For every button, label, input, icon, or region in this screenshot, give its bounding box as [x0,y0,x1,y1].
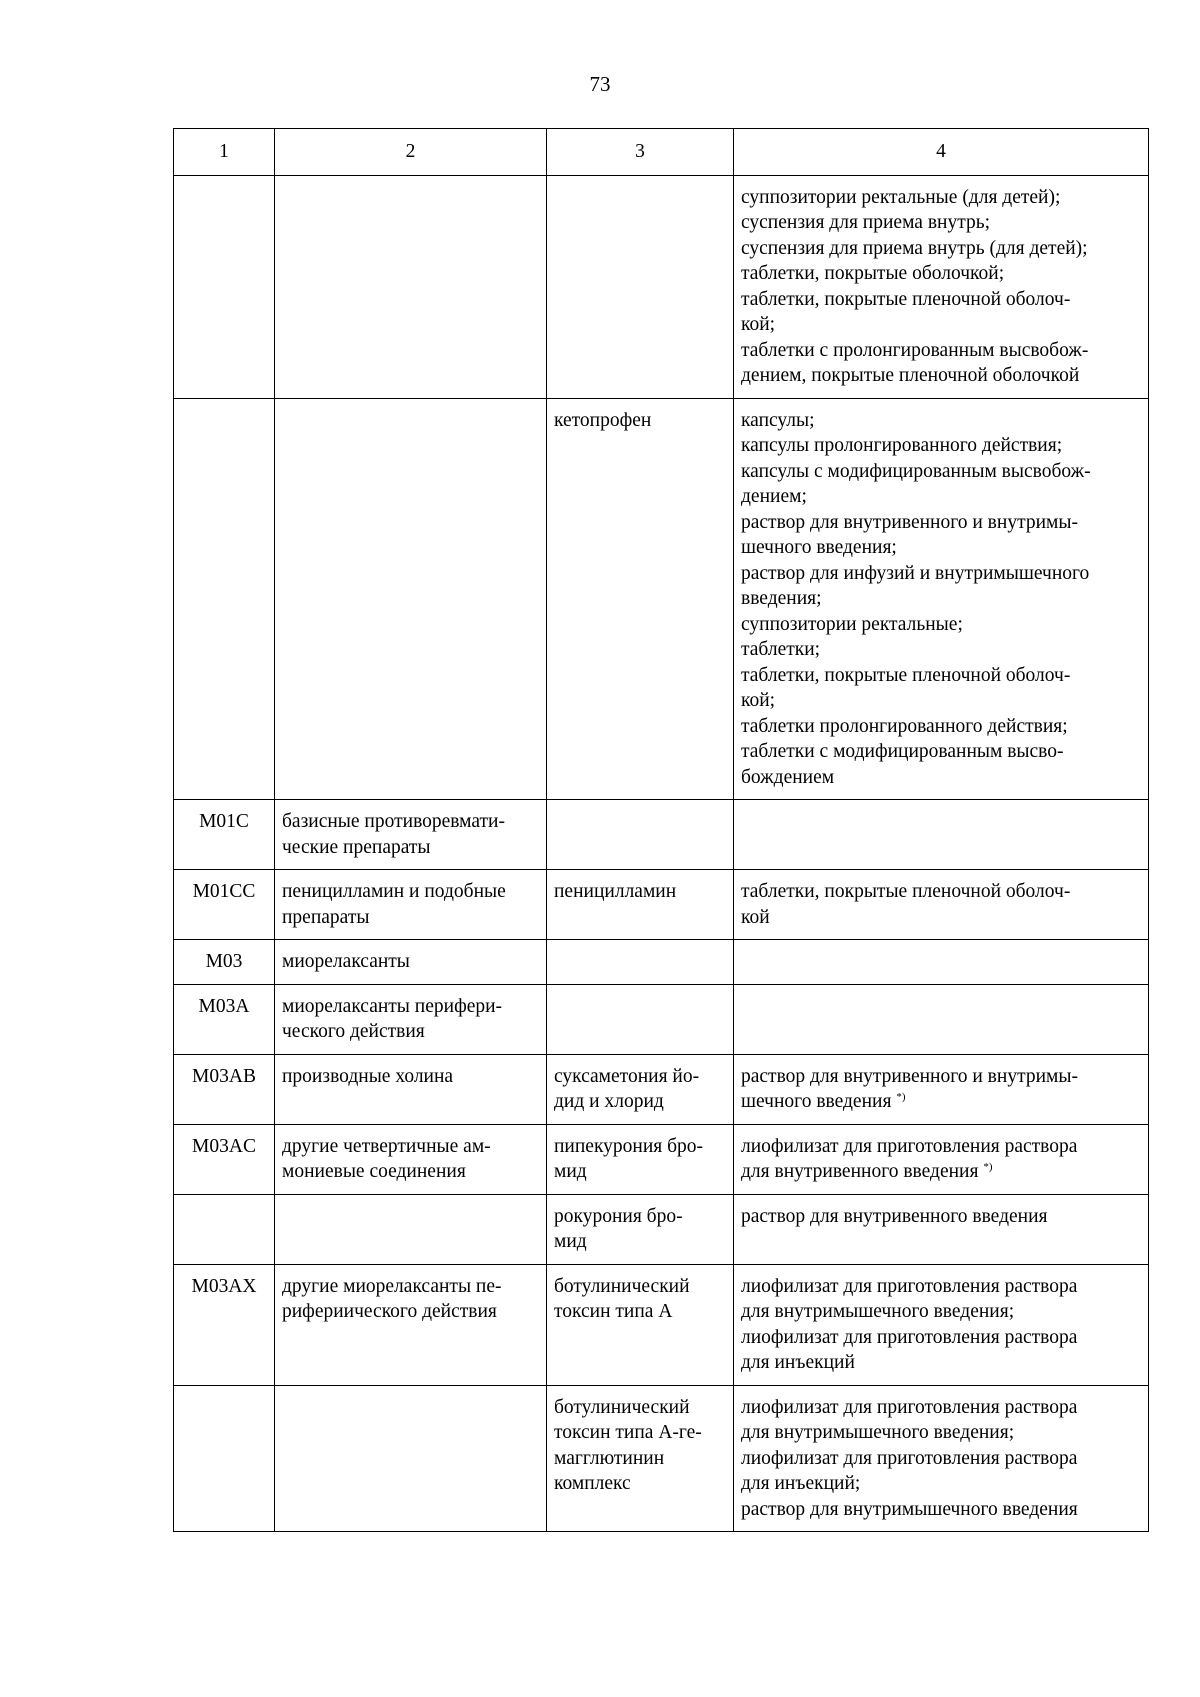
cell-line [554,1420,726,1446]
cell-text: суксаметония йо- [554,1065,700,1087]
cell-text: раствор для внутривенного и внутримы- [741,1065,1078,1087]
cell-line [741,510,1141,536]
cell-line [741,210,1141,236]
table-row [174,1264,1149,1385]
table-row [174,1194,1149,1264]
cell-line [282,905,539,931]
cell-line [282,879,539,905]
table-row [174,984,1149,1054]
table-row [174,870,1149,940]
cell-line [741,1325,1141,1351]
cell-text: ческие препараты [282,836,431,858]
cell-line [741,765,1141,791]
cell-text: лиофилизат для приготовления раствора [741,1447,1078,1469]
cell-text: пеницилламин [554,881,677,902]
cell-text: раствор для внутривенного и внутримы- [741,511,1078,533]
drug-table [173,128,1149,1532]
table-row [174,940,1149,985]
cell-line [741,1299,1141,1325]
cell-line [741,688,1141,714]
cell-line [554,1395,726,1421]
dosage-forms-cell [734,870,1149,940]
cell-text: для инъекций; [741,1473,861,1494]
dosage-forms-cell [734,984,1149,1054]
cell-line [741,1089,1141,1115]
dosage-forms-cell [734,1194,1149,1264]
cell-text: ботулинический [554,1396,690,1418]
atc-code-cell: M01C [174,800,275,870]
cell-text: суппозитории ректальные; [741,613,963,635]
cell-line [741,287,1141,313]
cell-line [282,1274,539,1300]
cell-text: рокурония бро- [554,1205,683,1227]
cell-text: таблетки, покрытые пленочной оболоч- [741,288,1071,310]
cell-text: лиофилизат для приготовления раствора [741,1135,1078,1157]
column-header: 1 [174,129,275,176]
cell-line [741,261,1141,287]
dosage-forms-cell [734,1264,1149,1385]
cell-line [554,1064,726,1090]
atc-code-cell: M03 [174,940,275,985]
drug-name-cell [547,1264,734,1385]
drug-name-cell [547,1194,734,1264]
cell-line [554,1299,726,1325]
dosage-forms-cell [734,1124,1149,1194]
cell-text: бождением [741,766,835,788]
cell-line [741,1395,1141,1421]
page-number: 73 [589,72,611,96]
cell-text: дид и хлорид [554,1091,664,1112]
cell-text: лиофилизат для приготовления раствора [741,1396,1078,1418]
pharmacological-group-cell [275,984,547,1054]
cell-line [282,1299,539,1325]
cell-line [554,1204,726,1230]
cell-text: лиофилизат для приготовления раствора [741,1326,1078,1348]
cell-text: кетопрофен [554,409,652,431]
cell-line [741,739,1141,765]
pharmacological-group-cell [275,1385,547,1532]
header-row [174,129,1149,176]
cell-line [554,408,726,434]
cell-text: другие четвертичные ам- [282,1135,491,1157]
column-header: 4 [734,129,1149,176]
cell-line [282,1159,539,1185]
atc-code-cell: M03AX [174,1264,275,1385]
cell-text: токсин типа А-ге- [554,1422,702,1443]
cell-text: таблетки; [741,639,821,660]
cell-line [741,1446,1141,1472]
cell-text: для внутривенного введения [741,1161,979,1182]
cell-line [554,1159,726,1185]
cell-text: пеницилламин и подобные [282,881,506,902]
dosage-forms-cell [734,800,1149,870]
cell-line [741,363,1141,389]
cell-line [741,185,1141,211]
cell-line [741,1420,1141,1446]
cell-line [554,1274,726,1300]
cell-line [554,1471,726,1497]
cell-text: капсулы с модифицированным высвобож- [741,460,1091,482]
dosage-forms-cell [734,1385,1149,1532]
cell-text: таблетки с модифицированным высво- [741,741,1064,762]
cell-text: препараты [282,906,370,928]
table-row [174,1054,1149,1124]
cell-line [741,433,1141,459]
cell-text: таблетки, покрытые пленочной оболоч- [741,881,1071,902]
drug-name-cell [547,398,734,800]
drug-name-cell [547,870,734,940]
table-row [174,175,1149,398]
table-row [174,398,1149,800]
pharmacological-group-cell [275,398,547,800]
cell-line [282,835,539,861]
cell-line [554,879,726,905]
cell-line [554,1446,726,1472]
cell-line [741,535,1141,561]
dosage-forms-cell [734,398,1149,800]
cell-text: пипекурония бро- [554,1135,704,1157]
drug-name-cell [547,940,734,985]
atc-code-cell [174,1194,275,1264]
cell-text: ботулинический [554,1275,690,1297]
cell-text: магглютинин [554,1447,665,1469]
cell-line [741,879,1141,905]
dosage-forms-cell [734,1054,1149,1124]
footnote-marker: *) [983,1161,993,1173]
column-header: 3 [547,129,734,176]
dosage-forms-cell [734,175,1149,398]
cell-line [741,1064,1141,1090]
table-row [174,1124,1149,1194]
cell-text: кой [741,906,770,928]
cell-line [282,949,539,975]
cell-line [741,236,1141,262]
cell-line [554,1229,726,1255]
pharmacological-group-cell [275,870,547,940]
cell-line [741,714,1141,740]
atc-code-cell [174,1385,275,1532]
cell-line [282,1064,539,1090]
atc-code-cell: M03AB [174,1054,275,1124]
cell-text: для внутримышечного введения; [741,1422,1015,1443]
pharmacological-group-cell [275,175,547,398]
cell-line [741,1497,1141,1523]
cell-text: введения; [741,588,822,609]
cell-text: лиофилизат для приготовления раствора [741,1275,1078,1297]
pharmacological-group-cell [275,1264,547,1385]
cell-text: суспензия для приема внутрь (для детей); [741,237,1088,259]
cell-text: комплекс [554,1473,631,1494]
pharmacological-group-cell [275,1194,547,1264]
cell-text: мид [554,1231,587,1252]
cell-text: суспензия для приема внутрь; [741,212,991,233]
cell-text: раствор для инфузий и внутримышечного [741,562,1090,584]
cell-text: миорелаксанты [282,951,410,972]
cell-line [741,408,1141,434]
cell-text: рифериического действия [282,1301,497,1322]
cell-text: раствор для внутримышечного введения [741,1498,1078,1520]
cell-text: таблетки, покрытые пленочной оболоч- [741,664,1071,686]
atc-code-cell: M03A [174,984,275,1054]
cell-text: миорелаксанты перифери- [282,995,503,1017]
cell-line [741,663,1141,689]
column-header: 2 [275,129,547,176]
cell-text: мониевые соединения [282,1161,466,1182]
cell-text: шечного введения [741,1091,892,1112]
cell-text: для внутримышечного введения; [741,1301,1015,1322]
cell-text: раствор для внутривенного введения [741,1205,1048,1227]
cell-line [741,1350,1141,1376]
cell-line [282,809,539,835]
cell-line [741,338,1141,364]
drug-name-cell [547,1054,734,1124]
cell-line [741,586,1141,612]
cell-line [741,1471,1141,1497]
pharmacological-group-cell [275,800,547,870]
cell-line [282,1019,539,1045]
cell-text: мид [554,1161,587,1182]
pharmacological-group-cell [275,1124,547,1194]
drug-name-cell [547,984,734,1054]
drug-name-cell [547,1124,734,1194]
cell-line [741,1274,1141,1300]
cell-line [741,1159,1141,1185]
atc-code-cell [174,398,275,800]
pharmacological-group-cell [275,940,547,985]
cell-text: дением; [741,486,807,507]
table-row [174,800,1149,870]
cell-line [741,1204,1141,1230]
cell-text: капсулы пролонгированного действия; [741,435,1063,456]
cell-text: токсин типа А [554,1301,673,1322]
cell-text: таблетки с пролонгированным высвобож- [741,339,1089,361]
cell-text: базисные противоревмати- [282,811,505,832]
cell-line [741,905,1141,931]
drug-name-cell [547,1385,734,1532]
dosage-forms-cell [734,940,1149,985]
cell-text: таблетки пролонгированного действия; [741,715,1068,737]
drug-name-cell [547,175,734,398]
cell-text: для инъекций [741,1352,855,1373]
drug-name-cell [547,800,734,870]
cell-line [554,1134,726,1160]
cell-line [282,994,539,1020]
atc-code-cell [174,175,275,398]
footnote-marker: *) [896,1091,906,1103]
cell-line [741,484,1141,510]
cell-line [282,1134,539,1160]
cell-text: дением, покрытые пленочной оболочкой [741,365,1080,386]
cell-text: капсулы; [741,409,815,431]
cell-text: другие миорелаксанты пе- [282,1275,502,1297]
cell-line [741,1134,1141,1160]
cell-line [554,1089,726,1115]
cell-text: ческого действия [282,1021,425,1042]
table-row [174,1385,1149,1532]
pharmacological-group-cell [275,1054,547,1124]
cell-text: шечного введения; [741,537,897,558]
cell-line [741,612,1141,638]
cell-line [741,637,1141,663]
atc-code-cell: M01CC [174,870,275,940]
cell-text: суппозитории ректальные (для детей); [741,186,1061,208]
cell-line [741,312,1141,338]
cell-text: производные холина [282,1065,454,1087]
atc-code-cell: M03AC [174,1124,275,1194]
cell-text: кой; [741,314,776,335]
cell-text: кой; [741,690,776,711]
cell-line [741,459,1141,485]
cell-line [741,561,1141,587]
cell-text: таблетки, покрытые оболочкой; [741,263,1005,284]
